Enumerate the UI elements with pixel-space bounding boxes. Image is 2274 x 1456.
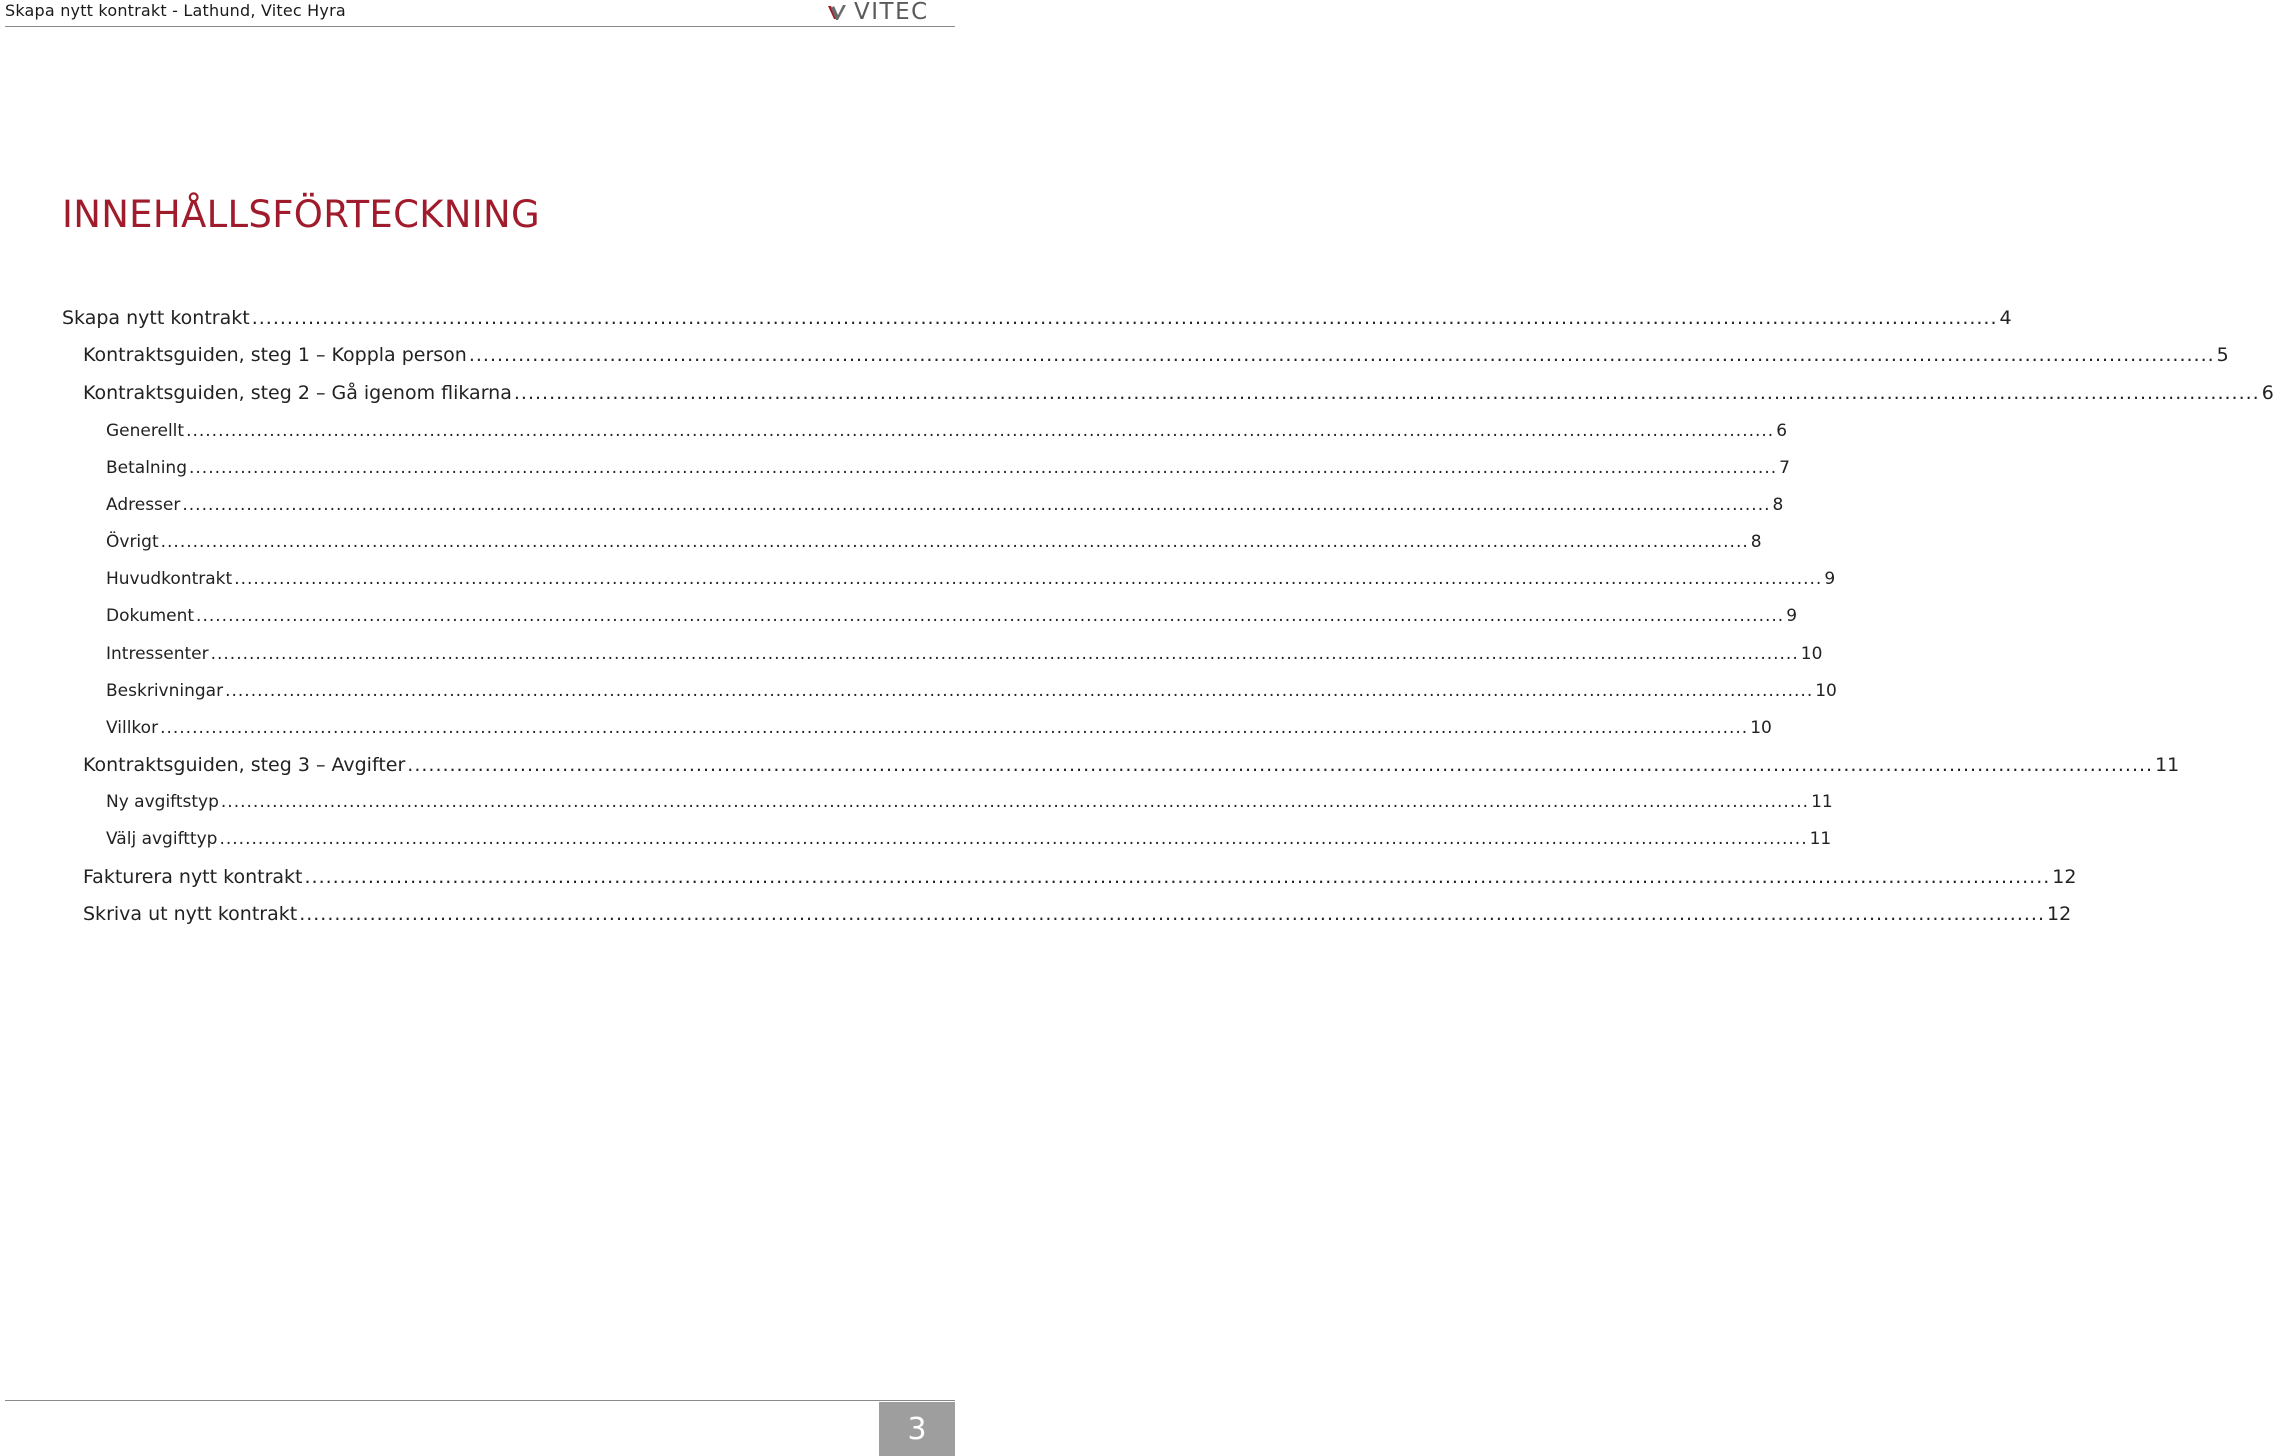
document-title: Skapa nytt kontrakt - Lathund, Vitec Hyra xyxy=(5,1,346,20)
page-header xyxy=(0,0,960,28)
toc-entry[interactable] xyxy=(106,458,1790,482)
toc-entry-label: Dokument xyxy=(106,606,195,626)
toc-dot-leader: ........................................................................................................................................................................................................................................................ xyxy=(234,569,1823,589)
toc-dot-leader: ........................................................................................................................................................................................................................................................ xyxy=(304,866,2051,888)
toc-dot-leader: ........................................................................................................................................................................................................................................................ xyxy=(160,532,1749,552)
toc-entry[interactable] xyxy=(106,792,1833,816)
toc-dot-leader: ........................................................................................................................................................................................................................................................ xyxy=(210,644,1799,664)
toc-entry-label: Skapa nytt kontrakt xyxy=(62,307,250,329)
toc-dot-leader: ........................................................................................................................................................................................................................................................ xyxy=(182,495,1771,515)
toc-entry-label: Övrigt xyxy=(106,532,159,552)
toc-entry-label: Kontraktsguiden, steg 2 – Gå igenom flikarna xyxy=(83,382,512,404)
toc-entry[interactable] xyxy=(83,866,2077,890)
toc-dot-leader: ........................................................................................................................................................................................................................................................ xyxy=(189,458,1778,478)
toc-entry-page: 5 xyxy=(2216,344,2229,366)
toc-entry[interactable] xyxy=(106,606,1798,630)
logo-wordmark: VITEC xyxy=(854,0,929,25)
toc-entry-page: 11 xyxy=(1809,829,1832,849)
toc-dot-leader: ........................................................................................................................................................................................................................................................ xyxy=(186,421,1775,441)
toc-entry-label: Villkor xyxy=(106,718,159,738)
toc-heading: INNEHÅLLSFÖRTECKNING xyxy=(62,193,540,236)
toc-entry[interactable] xyxy=(106,421,1788,445)
toc-entry[interactable] xyxy=(83,382,2274,406)
toc-entry[interactable] xyxy=(62,307,2012,331)
toc-entry-page: 9 xyxy=(1824,569,1836,589)
toc-entry-label: Intressenter xyxy=(106,644,209,664)
toc-entry-label: Välj avgifttyp xyxy=(106,829,218,849)
toc-entry-page: 10 xyxy=(1815,681,1837,701)
toc-entry-page: 9 xyxy=(1786,606,1798,626)
toc-entry-label: Generellt xyxy=(106,421,185,441)
vitec-logo-icon xyxy=(826,2,848,22)
toc-entry-page: 6 xyxy=(1776,421,1788,441)
toc-entry[interactable] xyxy=(106,681,1837,705)
toc-entry-label: Beskrivningar xyxy=(106,681,224,701)
toc-entry-page: 12 xyxy=(2052,866,2077,888)
toc-entry-page: 8 xyxy=(1772,495,1784,515)
toc-entry[interactable] xyxy=(83,754,2180,778)
toc-entry-label: Fakturera nytt kontrakt xyxy=(83,866,303,888)
toc-entry-label: Betalning xyxy=(106,458,187,478)
toc-entry-page: 8 xyxy=(1750,532,1762,552)
toc-entry-label: Skriva ut nytt kontrakt xyxy=(83,903,298,925)
toc-entry-page: 11 xyxy=(2155,754,2180,776)
toc-dot-leader: ........................................................................................................................................................................................................................................................ xyxy=(513,382,2260,404)
toc-dot-leader: ........................................................................................................................................................................................................................................................ xyxy=(407,754,2154,776)
toc-entry[interactable] xyxy=(106,644,1823,668)
toc-entry[interactable] xyxy=(106,495,1784,519)
toc-dot-leader: ........................................................................................................................................................................................................................................................ xyxy=(220,792,1810,812)
toc-entry[interactable] xyxy=(83,344,2229,368)
toc-entry-label: Huvudkontrakt xyxy=(106,569,233,589)
toc-entry-label: Adresser xyxy=(106,495,181,515)
toc-entry-page: 6 xyxy=(2261,382,2274,404)
footer-divider xyxy=(5,1400,955,1401)
vitec-logo xyxy=(826,1,946,23)
toc-entry-page: 12 xyxy=(2047,903,2072,925)
toc-entry-page: 10 xyxy=(1750,718,1772,738)
toc-entry-page: 4 xyxy=(1999,307,2012,329)
toc-dot-leader: ........................................................................................................................................................................................................................................................ xyxy=(196,606,1785,626)
toc-entry[interactable] xyxy=(83,903,2072,927)
toc-entry-label: Ny avgiftstyp xyxy=(106,792,219,812)
toc-dot-leader: ........................................................................................................................................................................................................................................................ xyxy=(225,681,1814,701)
toc-entry[interactable] xyxy=(106,569,1836,593)
toc-entry[interactable] xyxy=(106,829,1832,853)
toc-dot-leader: ........................................................................................................................................................................................................................................................ xyxy=(160,718,1749,738)
toc-entry-label: Kontraktsguiden, steg 3 – Avgifter xyxy=(83,754,406,776)
toc-dot-leader: ........................................................................................................................................................................................................................................................ xyxy=(251,307,1998,329)
toc-dot-leader: ........................................................................................................................................................................................................................................................ xyxy=(219,829,1808,849)
toc-dot-leader: ........................................................................................................................................................................................................................................................ xyxy=(468,344,2215,366)
toc-entry-label: Kontraktsguiden, steg 1 – Koppla person xyxy=(83,344,467,366)
toc-entry[interactable] xyxy=(106,718,1772,742)
toc-entry-page: 7 xyxy=(1779,458,1790,478)
toc-dot-leader: ........................................................................................................................................................................................................................................................ xyxy=(299,903,2045,925)
page-number-badge: 3 xyxy=(879,1402,955,1456)
header-divider xyxy=(5,26,955,27)
toc-entry[interactable] xyxy=(106,532,1762,556)
toc-entry-page: 11 xyxy=(1811,792,1833,812)
toc-entry-page: 10 xyxy=(1800,644,1823,664)
